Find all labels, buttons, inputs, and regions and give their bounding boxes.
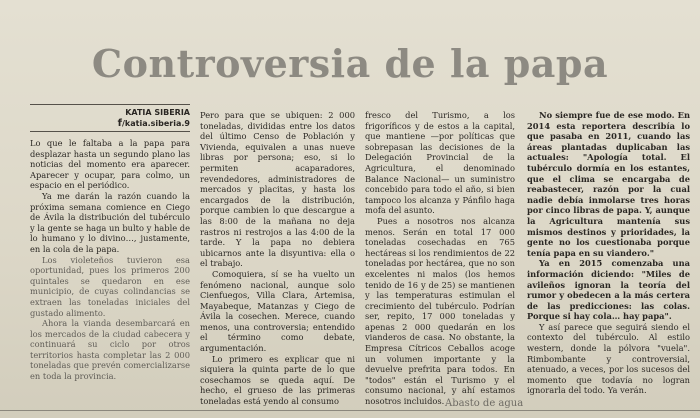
social-handle: /katia.siberia.9 [122,119,190,128]
article-column-3 [365,110,515,407]
paragraph: Pero para que se ubiquen: 2 000 toneladas, divididas entre los datos del último Censo de Población y Vivienda, equivalen a unas nueve libras por persona; eso, si lo permiten acaparadores, revendedores, administradores de mercados y placitas, y hasta los encargados de la distribución, porque cambien lo que descargue a las 8:00 de la mañana no deja rastros ni restrojos a las 4:00 de la tarde. Y la papa no debiera ubicarnos ante la disyuntiva: ella o el trabajo. [200,110,355,269]
paragraph: fresco del Turismo, a los frigoríficos y de estos a la capital, que mantiene —por políticas que sobrepasan las decisiones de la Delegación Provincial de la Agricultura, el denominado Balance Nacional— un suministro concebido para todo el año, si bien tampoco los alcanza y Pánfilo haga mofa del asunto. [365,110,515,216]
footer-rule [0,410,700,411]
next-article-heading: Abasto de agua [445,398,524,409]
social-handle-row[interactable] [30,118,190,129]
paragraph: No siempre fue de ese modo. En 2014 esta reportera describía lo que pasaba en 2011, cuando las áreas plantadas duplicaban las actuales: "Apología total. El tubérculo dormía en los estantes, que el clima se encargaba de reabastecer, razón por la cual nadie debía inmolarse tres horas por cinco libras de papa. Y, aunque la Agricultura mantenía sus mismos destinos y prioridades, la gente no los cuestionaba porque tenía papa en su viandero." [527,110,691,258]
headline: Controversia de la papa [91,41,609,86]
paragraph: Lo primero es explicar que ni siquiera la quinta parte de lo que cosechamos se queda aquí. De hecho, el grueso de las primeras toneladas está yendo al consumo [200,353,355,407]
byline [30,107,190,129]
article-column-2 [200,110,355,407]
paragraph: Y así parece que seguirá siendo el contexto del tubérculo. Al estilo western, donde la pólvora "vuela". Rimbombante y controversial, atenuado, a veces, por los sucesos del momento que todavía no logran ignorarla del todo. Ya verán. [527,321,690,396]
paragraph: Ya en 2015 comenzaba una información diciendo: "Miles de avileños ignoran la teoría del rumor y obedecen a la más certera de las predicciones: las colas. Porque si hay cola… hay papa". [527,258,690,322]
article-column-4 [527,110,690,396]
article-column-1 [30,138,190,382]
author-name: KATIA SIBERIA [125,108,190,117]
paragraph: Comoquiera, sí se ha vuelto un fenómeno nacional, aunque solo Cienfuegos, Villa Clara, Artemisa, Mayabeque, Matanzas y Ciego de Ávila la cosechen. Merece, cuando menos, una controversia; entendido el término como debate, argumentación. [200,268,355,354]
paragraph: Los violeteños tuvieron esa oportunidad, pues los primeros 200 quintales se quedaron en ese municipio, de cuyas colindancias se extraen las toneladas iniciales del gustado alimento. [30,254,190,318]
paragraph: Lo que le faltaba a la papa para desplazar hasta un segundo plano las noticias del momento era aparecer. Aparecer y ocupar, para colmo, un espacio en el periódico. [30,138,190,191]
byline-bottom-rule [30,131,190,132]
paragraph: Pues a nosotros nos alcanza menos. Serán en total 17 000 toneladas cosechadas en 765 hectáreas si los rendimientos de 22 toneladas por hectárea, que no son excelentes ni malos (los hemos tenido de 16 y de 25) se mantienen y las temperaturas estimulan el crecimiento del tubérculo. Podrían ser, repito, 17 000 toneladas y apenas 2 000 quedarán en los vianderos de casa. No obstante, la Empresa Cítricos Ceballos acoge un volumen importante y la devuelve prefrita para todos. En "todos" están el Turismo y el consumo nacional, y ahí estamos nosotros incluidos. [365,215,515,407]
byline-top-rule [30,104,190,105]
paragraph: Ya me darán la razón cuando la próxima semana comience en Ciego de Ávila la distribución del tubérculo y la gente se haga un bulto y hable de lo humano y lo divino…, justamente, en la cola de la papa. [30,190,190,254]
facebook-f-icon: f [117,118,122,129]
paragraph: Ahora la vianda desembarcará en los mercados de la ciudad cabecera y continuará su ciclo por otros territorios hasta completar las 2 000 toneladas que prevén comercializarse en toda la provincia. [30,318,190,382]
